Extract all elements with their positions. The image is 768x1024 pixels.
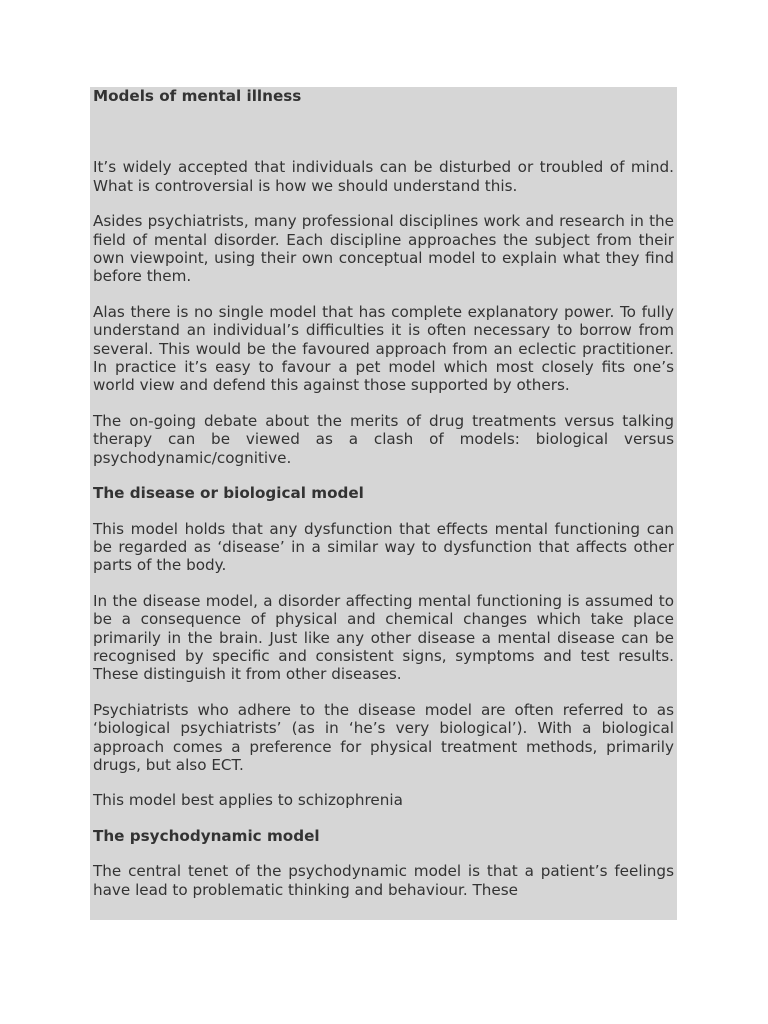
disease-paragraph-4: This model best applies to schizophrenia [93,791,403,810]
psychodynamic-paragraph-1: The central tenet of the psychodynamic model is that a patient’s feelings have lead to problematic thinking and behaviour. These [93,862,674,899]
section-heading-disease: The disease or biological model [93,484,364,503]
intro-paragraph-4: The on-going debate about the merits of drug treatments versus talking therapy can be viewed as a clash of models: biological versus psychodynamic/cognitive. [93,411,674,467]
section-heading-psychodynamic: The psychodynamic model [93,826,320,845]
document-text-block [90,87,677,920]
disease-paragraph-2: In the disease model, a disorder affecting mental functioning is assumed to be a consequence of physical and chemical changes which take place primarily in the brain. Just like any other disease a mental disease can be recognised by specific and consistent signs, symptoms and test results. These distinguish it from other diseases. [93,591,674,684]
disease-paragraph-1: This model holds that any dysfunction that effects mental functioning can be regarded as ‘disease’ in a similar way to dysfunction that affects other parts of the body. [93,519,674,575]
title-spacer [93,105,674,158]
intro-paragraph-1: It’s widely accepted that individuals can be disturbed or troubled of mind. What is controversial is how we should understand this. [93,158,674,195]
intro-paragraph-2: Asides psychiatrists, many professional disciplines work and research in the field of mental disorder. Each discipline approaches the subject from their own viewpoint, using their own conceptual model to explain what they find before them. [93,212,674,286]
disease-paragraph-3: Psychiatrists who adhere to the disease model are often referred to as ‘biological psychiatrists’ (as in ‘he’s very biological’). With a biological approach comes a preference for physical treatment methods, primarily drugs, but also ECT. [93,700,674,774]
intro-paragraph-3: Alas there is no single model that has complete explanatory power. To fully understand an individual’s difficulties it is often necessary to borrow from several. This would be the favoured approach from an eclectic practitioner. In practice it’s easy to favour a pet model which most closely fits one’s world view and defend this against those supported by others. [93,302,674,395]
document-title: Models of mental illness [93,87,302,105]
